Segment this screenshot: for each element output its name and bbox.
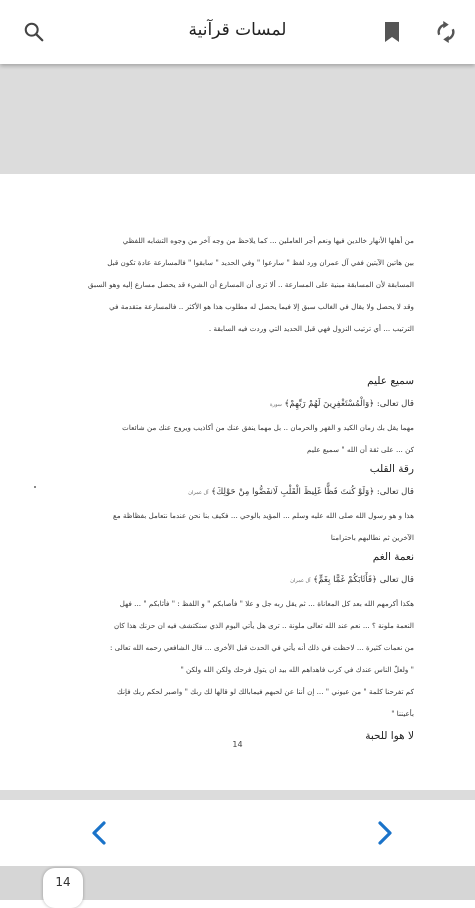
verse-text: قال تعالى ﴿فَأَثَابَكُمْ غَمًّا بِغَمٍّ﴾: [313, 575, 414, 585]
text-line: كن ... على ثقة أن الله " سميع عليم: [307, 445, 414, 454]
page-indicator-badge[interactable]: 14: [43, 868, 83, 908]
verse-text: قال تعالى: ﴿وَالْمُسْتَغْفِرِينَ لَهُمْ رَبِّهِمْ﴾: [284, 399, 414, 409]
text-line: هكذا أكرمهم الله بعد كل المعاناة ... ثم يقل ربه جل و علا " فأصابكم " و اللفظ : " فأثابكم " ... فهل: [119, 599, 414, 608]
text-line: كم تفرحنا كلمة " من عيوني " ... إن أننا عن لحبهم فيمابالك لو قالها لك ربك " واصبر لحكم ربك فإنك: [116, 687, 414, 696]
page-gap-top: [0, 64, 475, 174]
text-line: النعمة ملونة ؟ ... نعم عند الله تعالى ملونة .. ترى هل يأتي اليوم الذي سنكتشف فيه ان حزنك هذا كان: [113, 621, 414, 630]
quran-verse: [64, 480, 414, 505]
text-line: من نعمات كثيرة ... لاحظت في ذلك أنه يأتي في الحدث قبل الأخرى ... قال الشافعي رحمه الله تعالى :: [109, 643, 414, 652]
section-2: [64, 458, 414, 549]
text-line: هذا و هو رسول الله صلى الله عليه وسلم ... المؤيد بالوحي ... فكيف بنا نحن عندما نتعامل بفظاظة مع: [113, 511, 414, 520]
page-navigation: [0, 800, 475, 866]
verse-reference: آل عمران: [188, 490, 209, 496]
paragraph-1: [64, 230, 414, 340]
text-line: مهما يقل بك زمان الكيد و القهر والحرمان .. بل مهما ينفق عنك من أكاذيب ويروج عنك من شائعات: [122, 423, 414, 432]
text-line: الآخرين ثم نطالبهم باحترامنا: [330, 533, 414, 542]
page-speck: [34, 486, 36, 488]
section-3: [64, 546, 414, 747]
text-line: " ولعلّ الناس عندك في كرب فاهداهم الله بيد ان يتول فرحك ولكن الله ولكن ": [180, 665, 414, 674]
quran-verse: [64, 392, 414, 417]
text-line: من أهلها الأنهار خالدين فيها ونعم أجر العاملين ... كما يلاحظ من وجه آخر من وجوه التشابه اللفظي: [122, 236, 414, 245]
chevron-left-icon[interactable]: [84, 818, 114, 848]
verse-text: قال تعالى: ﴿وَلَوْ كُنتَ فَظًّا غَلِيظَ الْقَلْبِ لَانفَضُّوا مِنْ حَوْلِكَ﴾: [211, 487, 414, 497]
section-1: [64, 370, 414, 461]
text-line: الترتيب ... أي ترتيب النزول فهي قبل الحديد التي وردت فيه السابقة .: [208, 324, 414, 333]
text-line: المسابقة لأن المسابقة مبنية على المسارعة .. ألا ترى أن المسارع أن الشيء قد يحصل مسارع إليه وهو السبق: [88, 280, 414, 289]
app-title: لمسات قرآنية: [188, 20, 287, 40]
rotate-icon[interactable]: [430, 16, 462, 48]
page-gap-bottom: [0, 790, 475, 800]
app-bar: [0, 0, 475, 64]
section-heading: رقة القلب: [369, 463, 414, 475]
text-line: بأعيننا ": [391, 709, 414, 718]
quran-verse: [64, 568, 414, 593]
section-heading: سميع عليم: [367, 375, 414, 387]
section-heading: لا هوا للحبة: [365, 730, 414, 742]
section-heading: نعمة الغم: [372, 551, 414, 563]
text-line: بين هاتين الآيتين ففي آل عمران ورد لفظ " سارعوا " وفي الحديد " سابقوا " فالمسارعة عادة تكون قبل: [107, 258, 414, 267]
bookmark-icon[interactable]: [376, 16, 408, 48]
verse-reference: سورة: [270, 402, 282, 408]
text-line: وقد لا يحصل ولا يقال في الغالب سبق إلا فيما يحصل له مطلوب هذا هو الأكثر .. فالمسارعة متقدمة في: [109, 302, 414, 311]
chevron-right-icon[interactable]: [370, 818, 400, 848]
verse-reference: آل عمران: [290, 578, 311, 584]
page-number: 14: [232, 740, 243, 749]
